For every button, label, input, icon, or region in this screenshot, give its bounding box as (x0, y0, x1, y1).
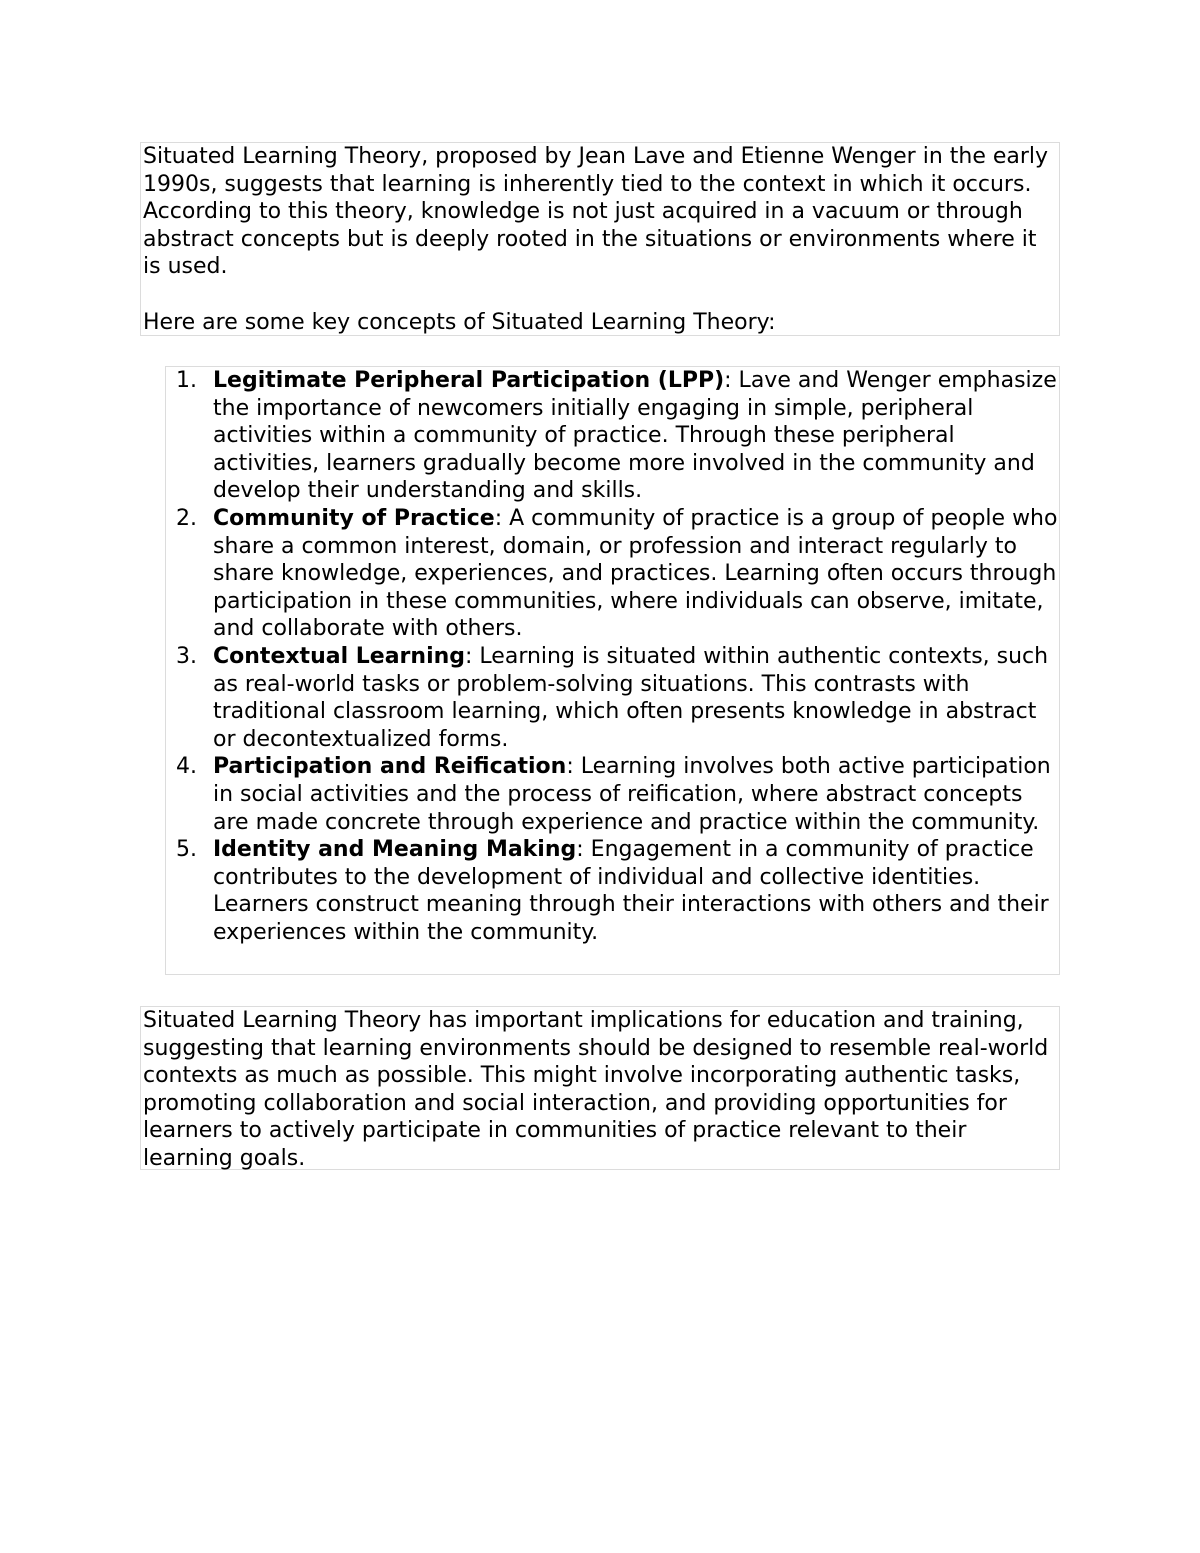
list-item (166, 836, 1059, 946)
list-item-number: 3. (176, 643, 197, 669)
list-item-number: 1. (176, 368, 197, 393)
concept-description: : Lave and Wenger emphasize the importance of newcomers initially engaging in simple, peripheral activities within a community of practice. Through these peripheral activities, learners gradually become more involved in the community and develop their understanding and skills. (213, 368, 1057, 504)
list-item-number: 5. (176, 837, 197, 863)
concept-term: Contextual Learning (213, 643, 466, 669)
list-item (166, 643, 1059, 753)
concept-description: : Learning involves both active participation in social activities and the process of reification, where abstract concepts are made concrete through experience and practice within the community. (213, 754, 1051, 835)
concept-term: Legitimate Peripheral Participation (LPP) (213, 368, 725, 393)
list-item (166, 505, 1059, 643)
concepts-ordered-list (166, 367, 1059, 946)
list-item (166, 753, 1059, 836)
key-concepts-list (165, 366, 1060, 975)
list-item-number: 2. (176, 505, 197, 531)
concept-description: : Engagement in a community of practice contributes to the development of individual and collective identities. Learners construct meaning through their interactions with others and their experiences within the community. (213, 837, 1049, 945)
list-item (166, 367, 1059, 505)
concept-term: Community of Practice (213, 505, 495, 531)
concept-description: : A community of practice is a group of people who share a common interest, domain, or profession and interact regularly to share knowledge, experiences, and practices. Learning often occurs through participation in these communities, where individuals can observe, imitate, and collaborate with others. (213, 505, 1058, 642)
intro-lead-in: Here are some key concepts of Situated Learning Theory: (143, 309, 776, 335)
concept-term: Identity and Meaning Making (213, 837, 577, 863)
intro-section (140, 142, 1060, 336)
concept-term: Participation and Reification (213, 754, 567, 780)
concept-description: : Learning is situated within authentic contexts, such as real-world tasks or problem-solving situations. This contrasts with traditional classroom learning, which often presents knowledge in abstract or decontextualized forms. (213, 643, 1049, 752)
conclusion-paragraph: Situated Learning Theory has important implications for education and training, suggesting that learning environments should be designed to resemble real-world contexts as much as possible. This might involve incorporating authentic tasks, promoting collaboration and social interaction, and providing opportunities for learners to actively participate in communities of practice relevant to their learning goals. (143, 1008, 1049, 1171)
conclusion-section (140, 1006, 1060, 1170)
list-item-number: 4. (176, 754, 197, 780)
intro-paragraph: Situated Learning Theory, proposed by Jean Lave and Etienne Wenger in the early 1990s, suggests that learning is inherently tied to the context in which it occurs. According to this theory, knowledge is not just acquired in a vacuum or through abstract concepts but is deeply rooted in the situations or environments where it is used. (143, 144, 1049, 280)
